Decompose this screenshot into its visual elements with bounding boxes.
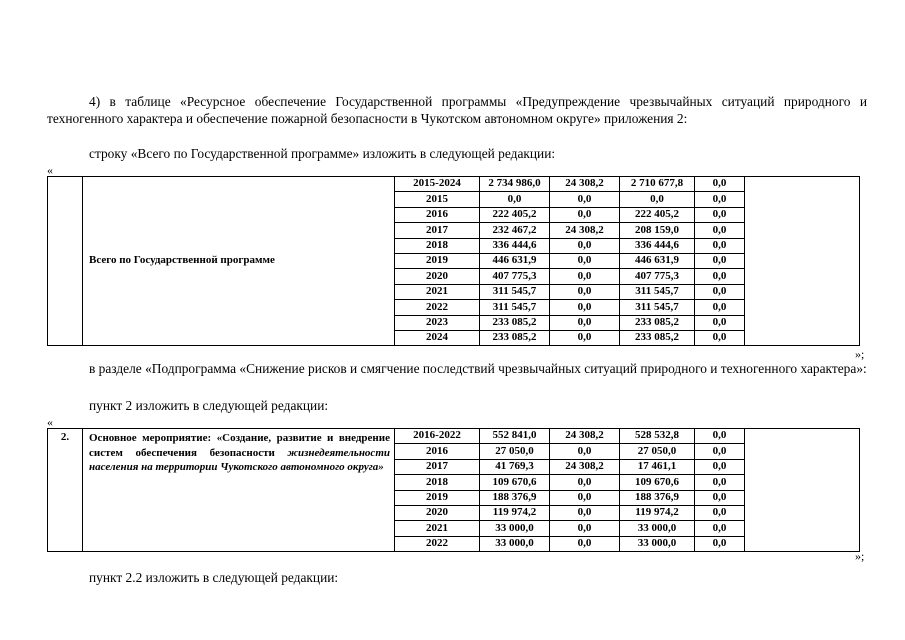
total-cell: 311 545,7 [480, 300, 550, 315]
total-cell: 109 670,6 [480, 475, 550, 490]
intro-paragraph: 4) в таблице «Ресурсное обеспечение Государственной программы «Предупреждение чрезвычайных ситуаций природного и техногенного характера и обеспечение пожарной безопасности в Чукотском автономном округе» приложения 2: [47, 94, 867, 126]
close-quote-2: »; [855, 549, 865, 563]
other-cell: 0,0 [695, 536, 745, 551]
total-cell: 27 050,0 [480, 444, 550, 459]
total-cell: 33 000,0 [480, 521, 550, 536]
total-cell: 446 631,9 [480, 253, 550, 268]
item-label-cell [83, 429, 395, 552]
regional-cell: 233 085,2 [620, 330, 695, 345]
period-cell: 2017 [395, 459, 480, 474]
period-cell: 2015 [395, 192, 480, 207]
regional-cell: 446 631,9 [620, 253, 695, 268]
instruction-total-row: строку «Всего по Государственной программе» изложить в следующей редакции: [89, 146, 556, 161]
total-cell: 222 405,2 [480, 207, 550, 222]
period-cell: 2024 [395, 330, 480, 345]
federal-cell: 0,0 [550, 490, 620, 505]
regional-cell: 528 532,8 [620, 429, 695, 444]
total-cell: 0,0 [480, 192, 550, 207]
period-cell: 2022 [395, 300, 480, 315]
other-cell: 0,0 [695, 207, 745, 222]
period-cell: 2020 [395, 505, 480, 520]
other-cell: 0,0 [695, 490, 745, 505]
regional-cell: 119 974,2 [620, 505, 695, 520]
period-cell: 2018 [395, 475, 480, 490]
total-cell: 33 000,0 [480, 536, 550, 551]
item-label-italic: жизнедеятельности населения на территории Чукотского автономного округа» [89, 446, 390, 473]
period-cell: 2023 [395, 315, 480, 330]
other-cell: 0,0 [695, 459, 745, 474]
other-cell: 0,0 [695, 177, 745, 192]
federal-cell: 0,0 [550, 536, 620, 551]
regional-cell: 311 545,7 [620, 300, 695, 315]
federal-cell: 0,0 [550, 238, 620, 253]
other-cell: 0,0 [695, 505, 745, 520]
period-cell: 2017 [395, 223, 480, 238]
federal-cell: 24 308,2 [550, 459, 620, 474]
period-cell: 2021 [395, 284, 480, 299]
regional-cell: 17 461,1 [620, 459, 695, 474]
row-number-cell [48, 177, 83, 346]
total-cell: 552 841,0 [480, 429, 550, 444]
close-quote-1: »; [855, 347, 865, 361]
period-cell: 2016 [395, 444, 480, 459]
total-cell: 336 444,6 [480, 238, 550, 253]
federal-cell: 0,0 [550, 521, 620, 536]
period-cell: 2016-2022 [395, 429, 480, 444]
regional-cell: 33 000,0 [620, 536, 695, 551]
period-cell: 2018 [395, 238, 480, 253]
total-funding-table [47, 176, 860, 346]
regional-cell: 33 000,0 [620, 521, 695, 536]
open-quote-1: « [47, 163, 53, 177]
regional-cell: 0,0 [620, 192, 695, 207]
other-cell: 0,0 [695, 475, 745, 490]
federal-cell: 0,0 [550, 475, 620, 490]
other-cell: 0,0 [695, 269, 745, 284]
total-cell: 233 085,2 [480, 330, 550, 345]
other-cell: 0,0 [695, 330, 745, 345]
regional-cell: 336 444,6 [620, 238, 695, 253]
period-cell: 2015-2024 [395, 177, 480, 192]
federal-cell: 0,0 [550, 315, 620, 330]
federal-cell: 0,0 [550, 269, 620, 284]
regional-cell: 311 545,7 [620, 284, 695, 299]
federal-cell: 0,0 [550, 253, 620, 268]
period-cell: 2022 [395, 536, 480, 551]
item-label-bold: Основное мероприятие: «Создание, развитие и внедрение систем обеспечения безопасности [89, 432, 390, 459]
period-cell: 2019 [395, 253, 480, 268]
regional-cell: 233 085,2 [620, 315, 695, 330]
other-cell: 0,0 [695, 444, 745, 459]
regional-cell: 109 670,6 [620, 475, 695, 490]
federal-cell: 24 308,2 [550, 177, 620, 192]
other-cell: 0,0 [695, 253, 745, 268]
open-quote-2: « [47, 415, 53, 429]
instruction-item-2-2: пункт 2.2 изложить в следующей редакции: [89, 570, 339, 585]
total-cell: 188 376,9 [480, 490, 550, 505]
instruction-item-2: пункт 2 изложить в следующей редакции: [89, 398, 329, 413]
item-2-funding-table [47, 428, 860, 552]
other-cell: 0,0 [695, 284, 745, 299]
regional-cell: 2 710 677,8 [620, 177, 695, 192]
federal-cell: 24 308,2 [550, 429, 620, 444]
federal-cell: 24 308,2 [550, 223, 620, 238]
federal-cell: 0,0 [550, 444, 620, 459]
item-number-cell: 2. [48, 429, 83, 552]
other-cell: 0,0 [695, 521, 745, 536]
regional-cell: 222 405,2 [620, 207, 695, 222]
period-cell: 2021 [395, 521, 480, 536]
period-cell: 2016 [395, 207, 480, 222]
other-cell: 0,0 [695, 223, 745, 238]
regional-cell: 188 376,9 [620, 490, 695, 505]
total-cell: 232 467,2 [480, 223, 550, 238]
federal-cell: 0,0 [550, 284, 620, 299]
other-cell: 0,0 [695, 192, 745, 207]
other-cell: 0,0 [695, 429, 745, 444]
total-cell: 233 085,2 [480, 315, 550, 330]
total-cell: 2 734 986,0 [480, 177, 550, 192]
table-row [48, 429, 860, 444]
period-cell: 2020 [395, 269, 480, 284]
executor-cell [745, 177, 860, 346]
total-cell: 119 974,2 [480, 505, 550, 520]
federal-cell: 0,0 [550, 192, 620, 207]
section-paragraph: в разделе «Подпрограмма «Снижение рисков и смягчение последствий чрезвычайных ситуаций природного и техногенного характера»: [89, 361, 867, 376]
table-row [48, 177, 860, 192]
federal-cell: 0,0 [550, 300, 620, 315]
total-label-cell: Всего по Государственной программе [83, 177, 395, 346]
federal-cell: 0,0 [550, 330, 620, 345]
regional-cell: 27 050,0 [620, 444, 695, 459]
federal-cell: 0,0 [550, 207, 620, 222]
regional-cell: 208 159,0 [620, 223, 695, 238]
period-cell: 2019 [395, 490, 480, 505]
federal-cell: 0,0 [550, 505, 620, 520]
executor-cell [745, 429, 860, 552]
other-cell: 0,0 [695, 238, 745, 253]
other-cell: 0,0 [695, 315, 745, 330]
regional-cell: 407 775,3 [620, 269, 695, 284]
total-cell: 407 775,3 [480, 269, 550, 284]
other-cell: 0,0 [695, 300, 745, 315]
total-cell: 311 545,7 [480, 284, 550, 299]
total-cell: 41 769,3 [480, 459, 550, 474]
